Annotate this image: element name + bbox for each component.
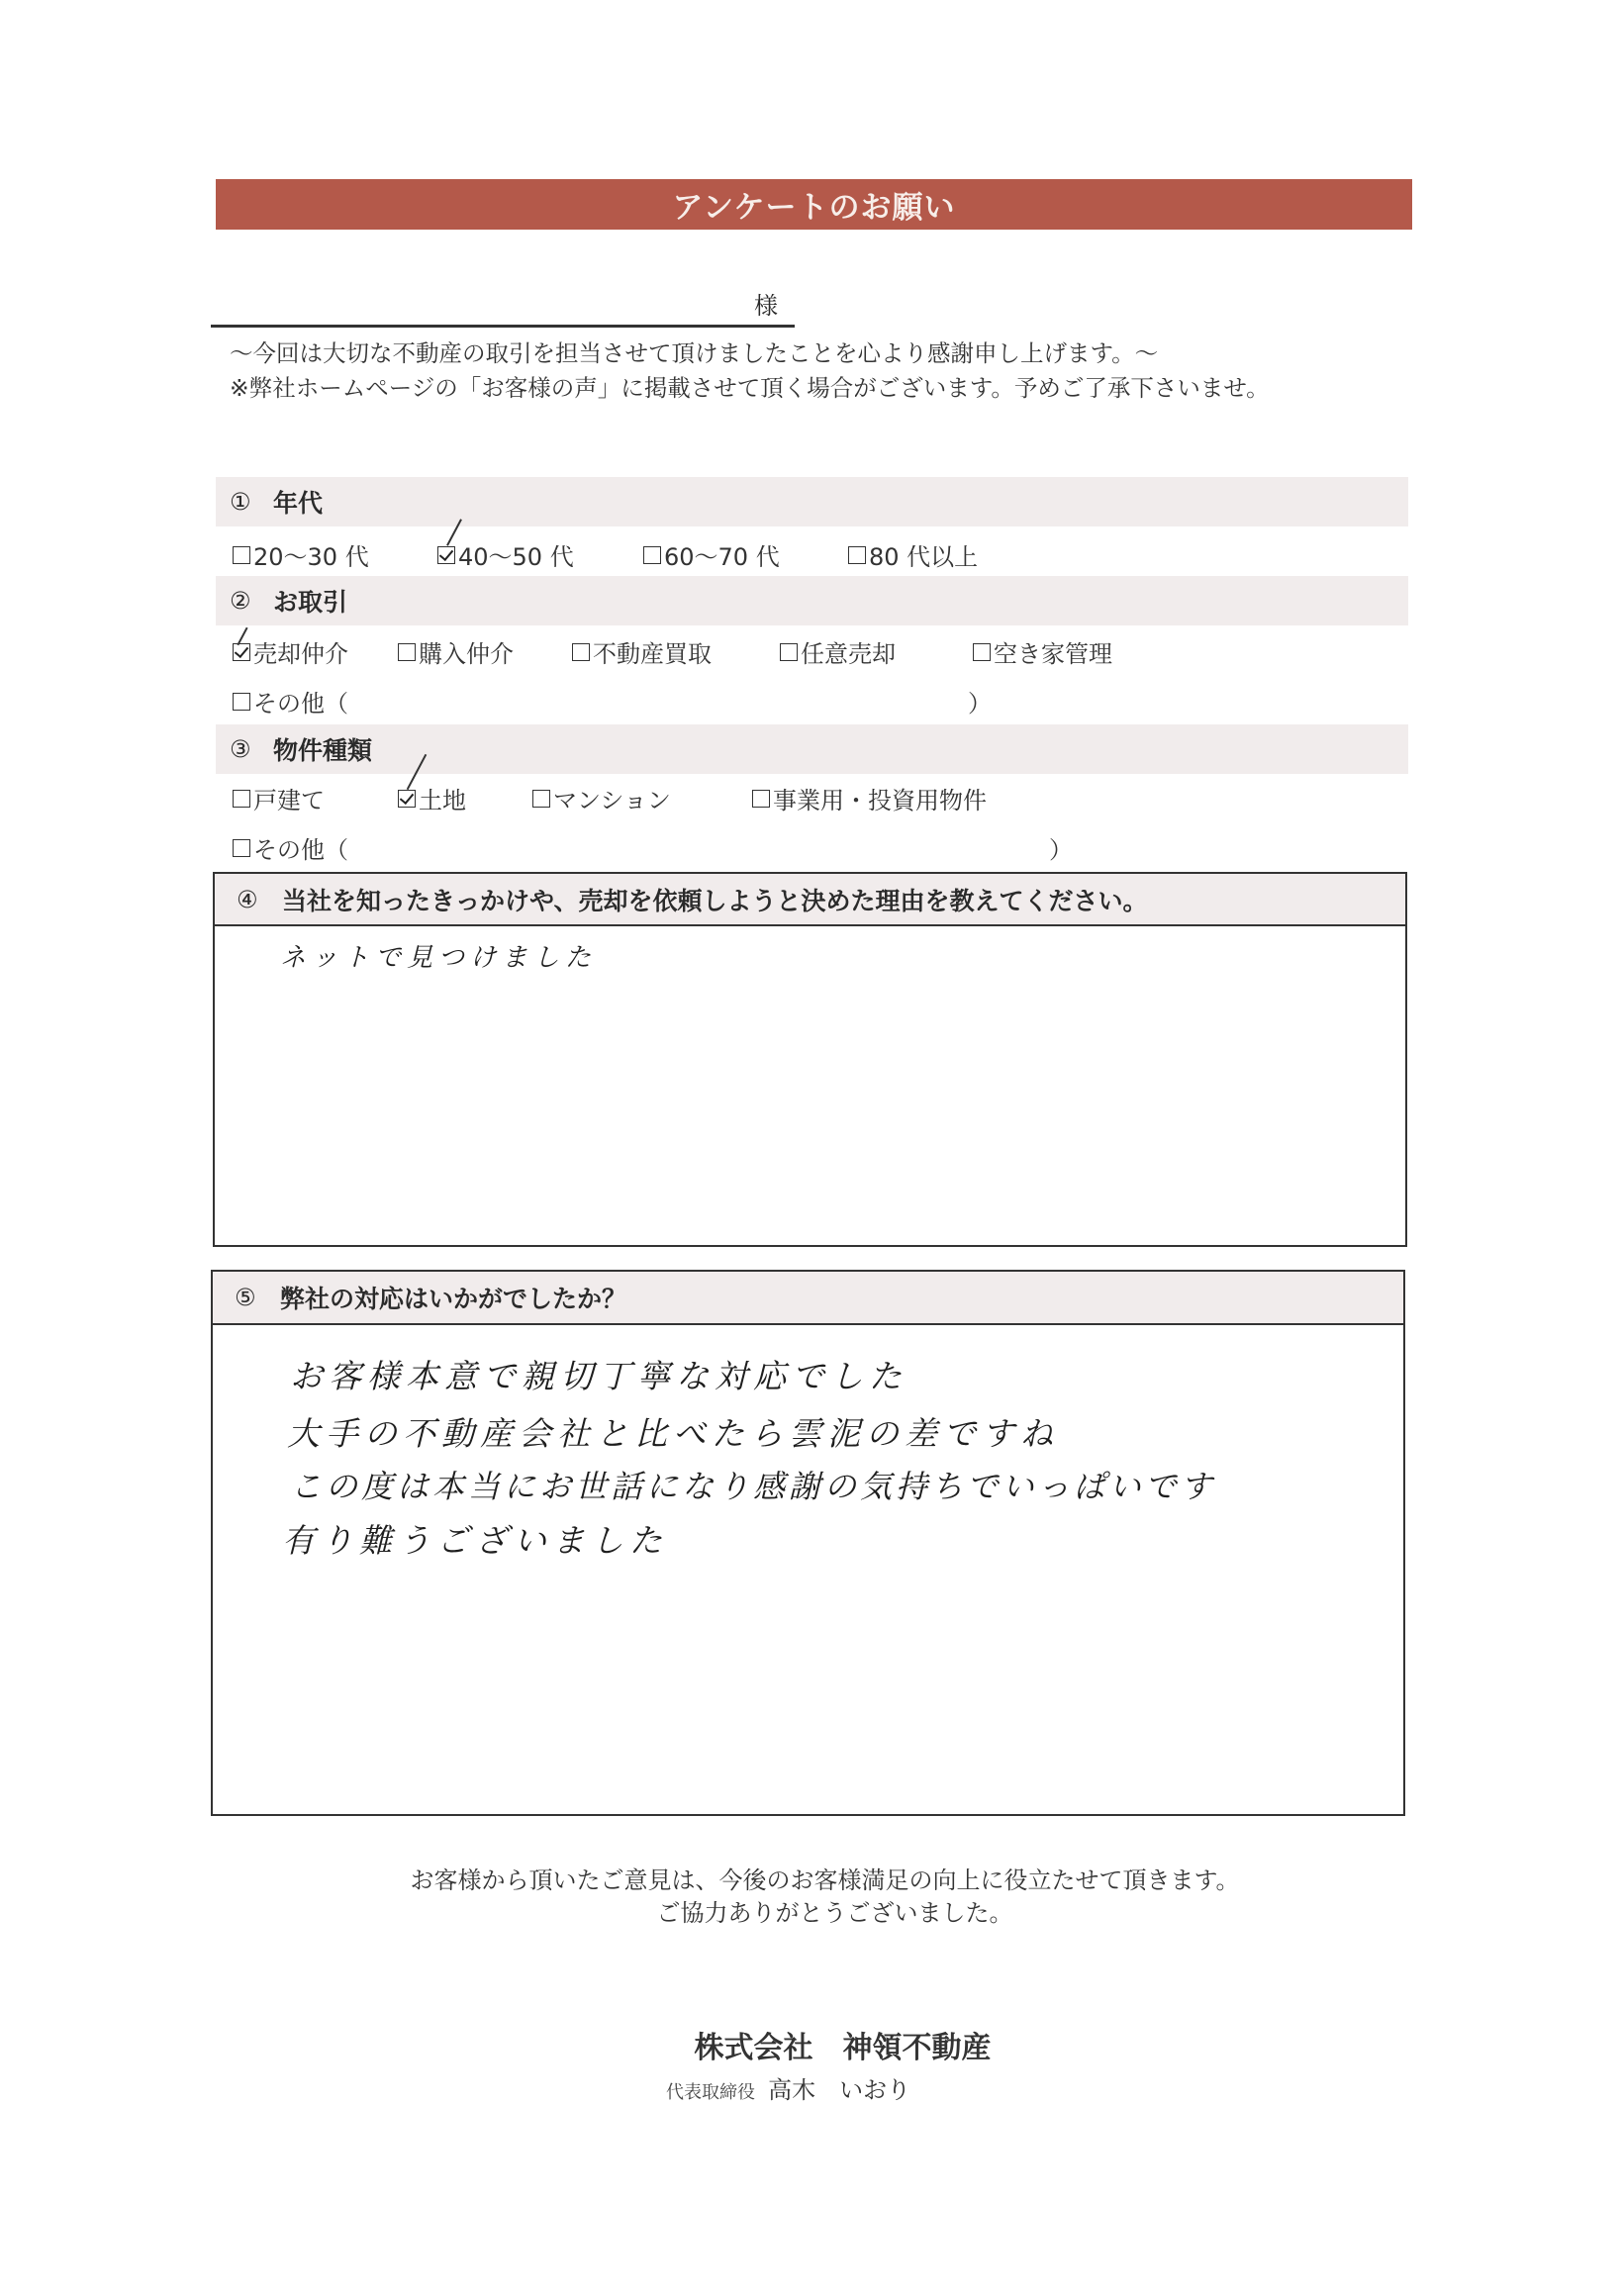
section-title: お取引 xyxy=(273,588,348,617)
survey-title-bar xyxy=(216,179,1412,230)
checkbox-icon[interactable] xyxy=(643,546,661,564)
property-option-condo[interactable]: マンション xyxy=(532,781,671,815)
survey-title: アンケートのお願い xyxy=(672,190,956,226)
trade-other-close-paren: ） xyxy=(968,690,992,718)
section-number: ④ xyxy=(237,885,258,913)
section-number: ① xyxy=(230,488,251,516)
intro-thanks: ～今回は大切な不動産の取引を担当させて頂けましたことを心より感謝申し上げます。～ xyxy=(230,339,1159,367)
representative xyxy=(666,2070,910,2105)
trade-option-sale-brokerage[interactable]: 売却仲介 xyxy=(233,634,348,669)
footer-thanks: ご協力ありがとうございました。 xyxy=(656,1899,1013,1927)
reason-question-header xyxy=(215,874,1405,926)
section-title: 当社を知ったきっかけや、売却を依頼しようと決めた理由を教えてください。 xyxy=(282,886,1148,915)
trade-other-input[interactable] xyxy=(366,684,960,714)
section-title: 弊社の対応はいかがでしたか？ xyxy=(280,1285,627,1313)
age-option-80-plus[interactable]: 80 代以上 xyxy=(848,537,978,572)
intro-notice: ※弊社ホームページの「お客様の声」に掲載させて頂く場合がございます。予めご了承下さいませ。 xyxy=(230,374,1270,402)
section-number: ② xyxy=(230,587,251,615)
footer-feedback-note: お客様から頂いたご意見は、今後のお客様満足の向上に役立たせて頂きます。 xyxy=(410,1866,1240,1894)
section-age-header xyxy=(216,477,1408,526)
reason-answer-handwriting[interactable]: ネットで見つけました xyxy=(280,943,598,973)
age-option-60-70[interactable]: 60～70 代 xyxy=(643,537,780,572)
service-answer-line-4[interactable]: 有り難うございました xyxy=(282,1521,668,1560)
service-answer-line-3[interactable]: この度は本当にお世話になり感謝の気持ちでいっぱいです xyxy=(290,1468,1216,1505)
company-name: 株式会社 神領不動産 xyxy=(694,2031,992,2065)
service-answer-line-1[interactable]: お客様本意で親切丁寧な対応でした xyxy=(290,1357,907,1395)
representative-title: 代表取締役 xyxy=(666,2082,755,2103)
checkbox-icon[interactable] xyxy=(780,643,798,661)
section-number: ③ xyxy=(230,735,251,763)
reason-question-box xyxy=(213,872,1407,1247)
service-question-box xyxy=(211,1270,1405,1816)
trade-option-buyout[interactable]: 不動産買取 xyxy=(572,634,712,669)
checkbox-icon[interactable] xyxy=(233,790,250,808)
property-option-other[interactable]: その他（ xyxy=(233,830,348,865)
property-option-land[interactable]: 土地 xyxy=(398,781,466,815)
age-option-40-50[interactable]: 40～50 代 xyxy=(437,537,574,572)
checkbox-icon[interactable] xyxy=(532,790,550,808)
section-title: 物件種類 xyxy=(273,736,373,765)
representative-name: 高木 いおり xyxy=(768,2076,911,2104)
property-other-close-paren: ） xyxy=(1049,836,1073,864)
addressee-underline xyxy=(211,325,795,328)
checkbox-checked-icon[interactable] xyxy=(398,790,416,808)
service-answer-line-2[interactable]: 大手の不動産会社と比べたら雲泥の差ですね xyxy=(287,1414,1059,1453)
property-other-input[interactable] xyxy=(366,830,1039,860)
section-number: ⑤ xyxy=(235,1284,256,1311)
checkbox-icon[interactable] xyxy=(233,693,250,711)
property-option-detached[interactable]: 戸建て xyxy=(233,781,325,815)
property-option-business-investment[interactable]: 事業用・投資用物件 xyxy=(752,781,987,815)
checkbox-checked-icon[interactable] xyxy=(437,546,455,564)
checkbox-icon[interactable] xyxy=(233,839,250,857)
checkbox-icon[interactable] xyxy=(233,546,250,564)
checkbox-icon[interactable] xyxy=(572,643,590,661)
section-title: 年代 xyxy=(273,489,324,518)
trade-option-other[interactable]: その他（ xyxy=(233,684,348,718)
checkbox-icon[interactable] xyxy=(752,790,770,808)
checkbox-icon[interactable] xyxy=(398,643,416,661)
trade-option-vacant-house[interactable]: 空き家管理 xyxy=(973,634,1112,669)
checkbox-icon[interactable] xyxy=(848,546,866,564)
checkbox-checked-icon[interactable] xyxy=(233,643,250,661)
addressee-name-field[interactable] xyxy=(211,287,745,323)
honorific-label: 様 xyxy=(754,292,778,320)
age-option-20-30[interactable]: 20～30 代 xyxy=(233,537,369,572)
section-property-header xyxy=(216,724,1408,774)
service-question-header xyxy=(213,1272,1403,1325)
trade-option-voluntary-sale[interactable]: 任意売却 xyxy=(780,634,896,669)
checkbox-icon[interactable] xyxy=(973,643,991,661)
trade-option-purchase-brokerage[interactable]: 購入仲介 xyxy=(398,634,514,669)
section-trade-header xyxy=(216,576,1408,625)
